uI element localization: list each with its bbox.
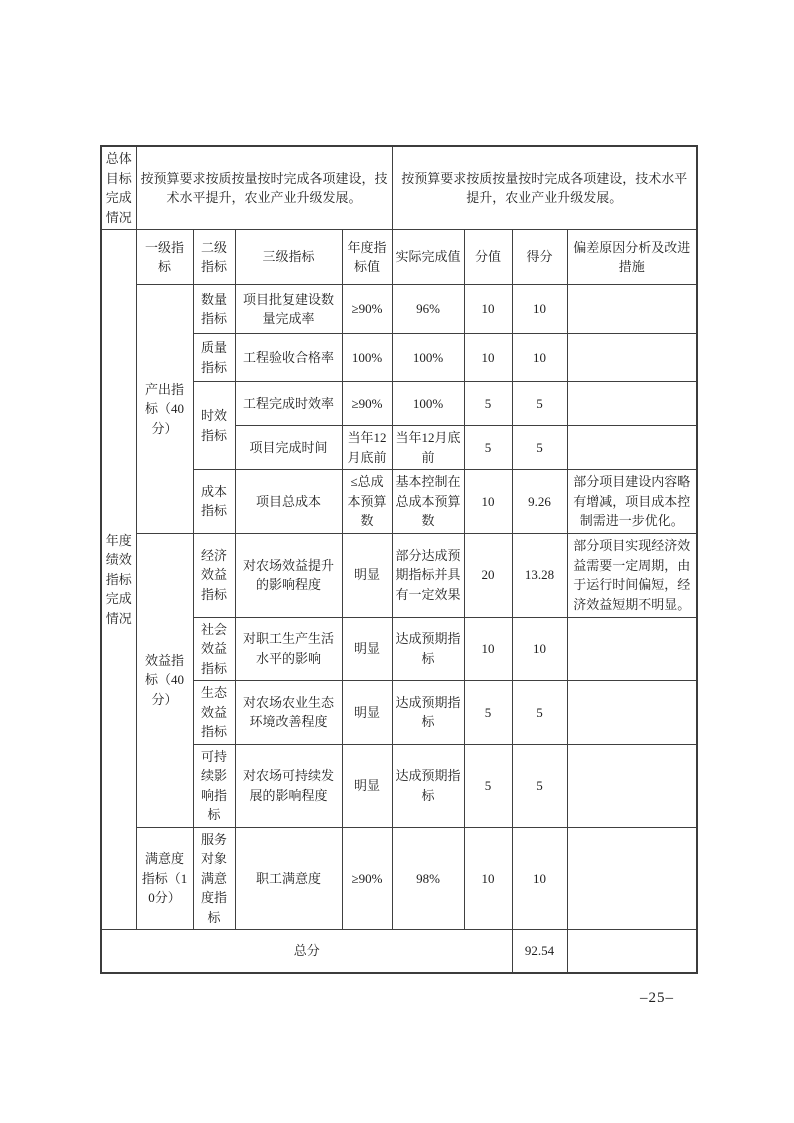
cell-level3: 对农场可持续发展的影响程度 bbox=[235, 744, 342, 827]
cell-level2: 可持续影响指标 bbox=[193, 744, 235, 827]
overall-goal-left-cell: 按预算要求按质按量按时完成各项建设，技术水平提升，农业产业升级发展。 bbox=[136, 146, 392, 230]
cell-level3: 项目总成本 bbox=[235, 470, 342, 534]
overall-goal-right-cell: 按预算要求按质按量按时完成各项建设，技术水平提升，农业产业升级发展。 bbox=[392, 146, 697, 230]
cell-points: 10 bbox=[464, 827, 512, 930]
cell-target: 当年12月底前 bbox=[342, 426, 392, 470]
cell-deviation bbox=[567, 827, 697, 930]
cell-actual: 100% bbox=[392, 334, 464, 382]
cell-score: 5 bbox=[512, 744, 567, 827]
cell-target: ≤总成本预算数 bbox=[342, 470, 392, 534]
performance-table bbox=[100, 145, 698, 974]
cell-level2: 生态效益指标 bbox=[193, 681, 235, 745]
cell-deviation: 部分项目建设内容略有增减，项目成本控制需进一步优化。 bbox=[567, 470, 697, 534]
total-score-label: 总分 bbox=[101, 930, 512, 973]
cell-level3: 项目完成时间 bbox=[235, 426, 342, 470]
cell-deviation bbox=[567, 334, 697, 382]
total-score-deviation bbox=[567, 930, 697, 973]
cell-actual: 基本控制在总成本预算数 bbox=[392, 470, 464, 534]
cell-level2: 质量指标 bbox=[193, 334, 235, 382]
header-level2: 二级指标 bbox=[193, 230, 235, 285]
cell-level3: 对职工生产生活水平的影响 bbox=[235, 617, 342, 681]
cell-score: 13.28 bbox=[512, 533, 567, 617]
header-actual: 实际完成值 bbox=[392, 230, 464, 285]
cell-deviation bbox=[567, 681, 697, 745]
total-score-value: 92.54 bbox=[512, 930, 567, 973]
cell-deviation bbox=[567, 382, 697, 426]
cell-deviation bbox=[567, 285, 697, 334]
cell-points: 10 bbox=[464, 617, 512, 681]
header-points: 分值 bbox=[464, 230, 512, 285]
cell-points: 20 bbox=[464, 533, 512, 617]
row-total-score bbox=[101, 930, 697, 973]
cell-deviation bbox=[567, 744, 697, 827]
header-level1: 一级指标 bbox=[136, 230, 193, 285]
cell-level3: 工程完成时效率 bbox=[235, 382, 342, 426]
cell-target: 明显 bbox=[342, 744, 392, 827]
annual-section-label: 年度绩效指标完成情况 bbox=[101, 230, 136, 930]
header-deviation: 偏差原因分析及改进措施 bbox=[567, 230, 697, 285]
table-row bbox=[101, 533, 697, 617]
cell-points: 5 bbox=[464, 744, 512, 827]
cell-score: 9.26 bbox=[512, 470, 567, 534]
overall-goal-section-label: 总体目标完成情况 bbox=[101, 146, 136, 230]
table-row bbox=[101, 827, 697, 930]
cell-points: 5 bbox=[464, 382, 512, 426]
cell-score: 5 bbox=[512, 681, 567, 745]
cell-level2: 社会效益指标 bbox=[193, 617, 235, 681]
cell-target: 明显 bbox=[342, 617, 392, 681]
cell-points: 10 bbox=[464, 334, 512, 382]
cell-level2: 成本指标 bbox=[193, 470, 235, 534]
cell-level3: 职工满意度 bbox=[235, 827, 342, 930]
cell-level3: 对农场效益提升的影响程度 bbox=[235, 533, 342, 617]
table-row bbox=[101, 285, 697, 334]
cell-level3: 对农场农业生态环境改善程度 bbox=[235, 681, 342, 745]
cell-actual: 达成预期指标 bbox=[392, 744, 464, 827]
cell-target: ≥90% bbox=[342, 382, 392, 426]
header-score: 得分 bbox=[512, 230, 567, 285]
cell-score: 10 bbox=[512, 334, 567, 382]
cell-score: 10 bbox=[512, 827, 567, 930]
cell-level2: 数量指标 bbox=[193, 285, 235, 334]
cell-target: 明显 bbox=[342, 681, 392, 745]
cell-points: 10 bbox=[464, 285, 512, 334]
cell-points: 5 bbox=[464, 426, 512, 470]
group-satisfaction-indicator: 满意度指标（10分） bbox=[136, 827, 193, 930]
cell-level2: 服务对象满意度指标 bbox=[193, 827, 235, 930]
cell-level3: 工程验收合格率 bbox=[235, 334, 342, 382]
cell-actual: 达成预期指标 bbox=[392, 681, 464, 745]
cell-deviation: 部分项目实现经济效益需要一定周期，由于运行时间偏短，经济效益短期不明显。 bbox=[567, 533, 697, 617]
cell-target: 100% bbox=[342, 334, 392, 382]
cell-target: ≥90% bbox=[342, 827, 392, 930]
cell-points: 10 bbox=[464, 470, 512, 534]
cell-actual: 96% bbox=[392, 285, 464, 334]
group-benefit-indicator: 效益指标（40分） bbox=[136, 533, 193, 827]
cell-score: 10 bbox=[512, 617, 567, 681]
row-overall-goal bbox=[101, 146, 697, 230]
header-target: 年度指标值 bbox=[342, 230, 392, 285]
cell-score: 5 bbox=[512, 382, 567, 426]
cell-actual: 98% bbox=[392, 827, 464, 930]
cell-deviation bbox=[567, 617, 697, 681]
cell-score: 5 bbox=[512, 426, 567, 470]
cell-actual: 当年12月底前 bbox=[392, 426, 464, 470]
cell-actual: 达成预期指标 bbox=[392, 617, 464, 681]
cell-points: 5 bbox=[464, 681, 512, 745]
cell-level2: 时效指标 bbox=[193, 382, 235, 470]
group-output-indicator: 产出指标（40分） bbox=[136, 285, 193, 534]
header-level3: 三级指标 bbox=[235, 230, 342, 285]
cell-score: 10 bbox=[512, 285, 567, 334]
cell-actual: 100% bbox=[392, 382, 464, 426]
page-number: –25– bbox=[640, 990, 674, 1006]
cell-target: 明显 bbox=[342, 533, 392, 617]
cell-target: ≥90% bbox=[342, 285, 392, 334]
cell-deviation bbox=[567, 426, 697, 470]
cell-level2: 经济效益指标 bbox=[193, 533, 235, 617]
cell-actual: 部分达成预期指标并具有一定效果 bbox=[392, 533, 464, 617]
row-header bbox=[101, 230, 697, 285]
cell-level3: 项目批复建设数量完成率 bbox=[235, 285, 342, 334]
